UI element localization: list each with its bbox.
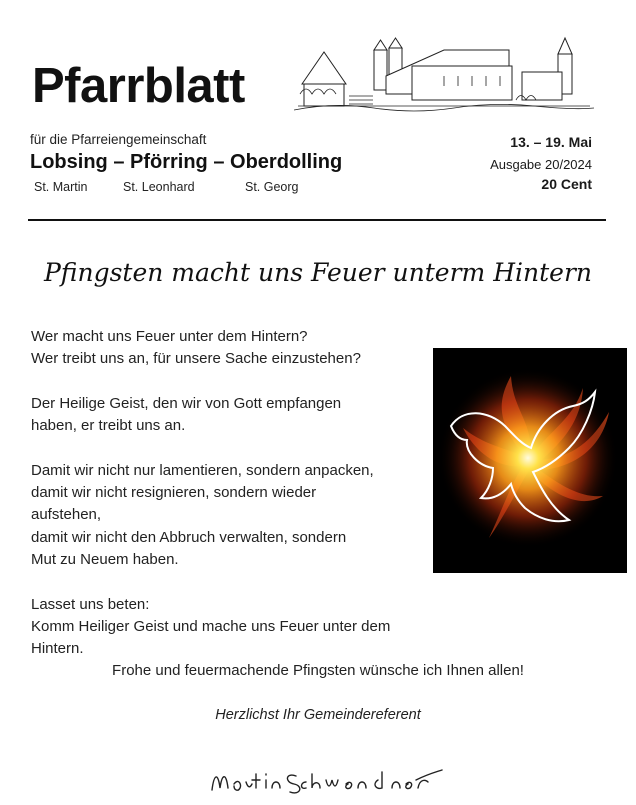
newsletter-title: Pfarrblatt — [32, 59, 245, 113]
text-line: Komm Heiliger Geist und mache uns Feuer unter dem Hintern. — [31, 617, 391, 658]
text-line: Lasset uns beten: — [31, 595, 150, 613]
holy-spirit-fire-image — [433, 348, 627, 573]
paragraph-answer — [31, 393, 431, 438]
header-divider — [28, 219, 606, 221]
issue-date-range: 13. – 19. Mai — [510, 134, 592, 150]
saint-label-martin: St. Martin — [34, 180, 88, 194]
article-body — [31, 326, 431, 683]
paragraph-purpose — [31, 460, 431, 571]
pentecost-greeting: Frohe und feuermachende Pfingsten wünsche ich Ihnen allen! — [112, 662, 524, 679]
saint-label-georg: St. Georg — [245, 180, 299, 194]
paragraph-question — [31, 326, 431, 371]
saint-label-leonhard: St. Leonhard — [123, 180, 195, 194]
church-illustration — [294, 36, 594, 114]
text-line: damit wir nicht den Abbruch verwalten, sondern — [31, 528, 347, 546]
text-line: damit wir nicht resignieren, sondern wieder — [31, 484, 317, 502]
text-line: Damit wir nicht nur lamentieren, sondern anpacken, — [31, 461, 374, 479]
newsletter-subtitle: für die Pfarreiengemeinschaft — [30, 132, 207, 147]
text-line: aufstehen, — [31, 506, 102, 524]
text-line: Wer macht uns Feuer unter dem Hintern? — [31, 328, 308, 345]
paragraph-prayer — [31, 594, 431, 661]
text-line: Mut zu Neuem haben. — [31, 550, 179, 568]
text-line: haben, er treibt uns an. — [31, 417, 186, 435]
text-line: Der Heilige Geist, den wir von Gott empfangen — [31, 394, 342, 412]
closing-line: Herzlichst Ihr Gemeindereferent — [215, 707, 421, 723]
parish-places: Lobsing – Pförring – Oberdolling — [30, 151, 343, 173]
issue-number: Ausgabe 20/2024 — [490, 157, 592, 172]
article-headline: Pfingsten macht uns Feuer unterm Hintern — [43, 258, 592, 287]
handwritten-signature — [206, 760, 446, 800]
issue-price: 20 Cent — [541, 176, 592, 192]
text-line: Wer treibt uns an, für unsere Sache einzustehen? — [31, 350, 361, 368]
